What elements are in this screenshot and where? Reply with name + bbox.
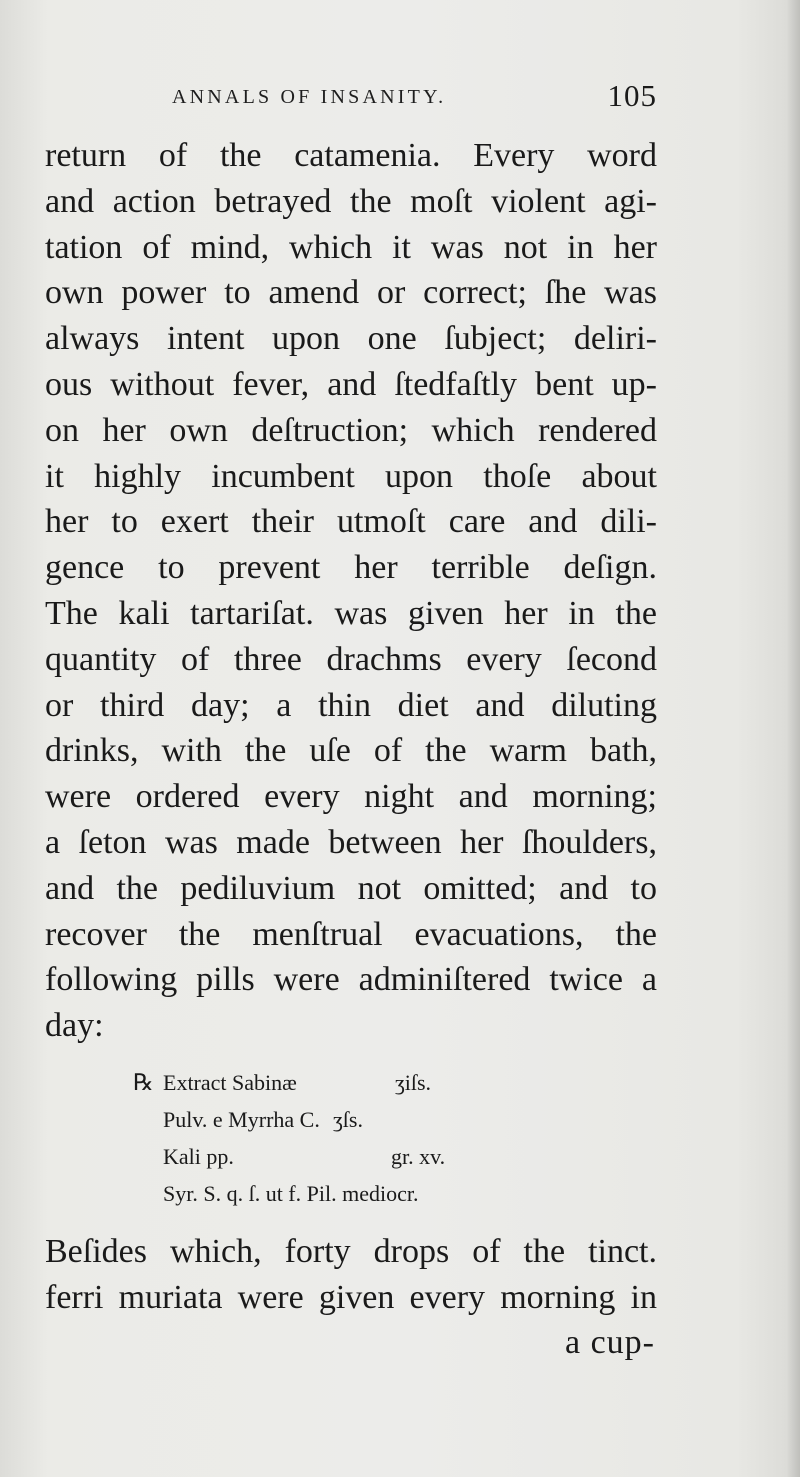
prescription-row bbox=[133, 1138, 553, 1175]
text-line: and action betrayed the moſt violent agi- bbox=[45, 182, 657, 220]
text-line: drinks, with the uſe of the warm bath, bbox=[45, 732, 657, 770]
text-line: ferri muriata were given every morning in bbox=[45, 1278, 657, 1316]
prescription-ingredient: Syr. S. q. ſ. ut f. Pil. mediocr. bbox=[163, 1181, 419, 1206]
text-line: gence to prevent her terrible deſign. bbox=[45, 549, 657, 587]
text-line: own power to amend or correct; ſhe was bbox=[45, 274, 657, 312]
text-line: always intent upon one ſubject; deliri- bbox=[45, 320, 657, 358]
text-line: a ſeton was made between her ſhoulders, bbox=[45, 823, 657, 861]
text-line: or third day; a thin diet and diluting bbox=[45, 686, 657, 724]
text-line: recover the menſtrual evacuations, the bbox=[45, 915, 657, 953]
paragraph-continuation bbox=[45, 1229, 657, 1321]
text-line: quantity of three drachms every ſecond bbox=[45, 640, 657, 678]
paragraph-case-history bbox=[45, 133, 657, 1049]
catchword: a cup- bbox=[564, 1324, 655, 1361]
text-line: tation of mind, which it was not in her bbox=[45, 228, 657, 266]
text-line: following pills were adminiſtered twice a bbox=[45, 961, 657, 999]
text-line: Beſides which, forty drops of the tinct. bbox=[45, 1233, 657, 1270]
text-line: ous without fever, and ſtedfaſtly bent up- bbox=[45, 365, 657, 403]
prescription-ingredient: Extract Sabinæ bbox=[163, 1070, 297, 1095]
prescription-row bbox=[133, 1101, 553, 1138]
page-number: 105 bbox=[607, 78, 657, 113]
prescription-ingredient: Pulv. e Myrrha C. bbox=[163, 1107, 320, 1132]
prescription-row bbox=[133, 1175, 553, 1212]
text-line: it highly incumbent upon thoſe about bbox=[45, 457, 657, 495]
prescription-ingredient: Kali pp. bbox=[163, 1144, 234, 1169]
running-head: ANNALS OF INSANITY. bbox=[172, 86, 447, 108]
prescription-row bbox=[133, 1064, 553, 1101]
text-line: return of the catamenia. Every word bbox=[45, 137, 657, 174]
prescription-block bbox=[133, 1064, 553, 1212]
prescription-dose: gr. xv. bbox=[391, 1144, 446, 1169]
prescription-dose: ʒſs. bbox=[333, 1107, 363, 1132]
text-line: her to exert their utmoſt care and dili- bbox=[45, 503, 657, 541]
recipe-symbol: ℞ bbox=[133, 1070, 154, 1095]
text-line: were ordered every night and morning; bbox=[45, 778, 657, 816]
text-line: and the pediluvium not omitted; and to bbox=[45, 869, 657, 907]
page-edge-shadow bbox=[786, 0, 800, 1477]
page-header bbox=[172, 78, 657, 124]
prescription-dose: ʒiſs. bbox=[395, 1070, 432, 1095]
text-line: The kali tartariſat. was given her in the bbox=[45, 594, 657, 632]
text-line: day: bbox=[45, 1007, 104, 1045]
text-line: on her own deſtruction; which rendered bbox=[45, 411, 657, 449]
